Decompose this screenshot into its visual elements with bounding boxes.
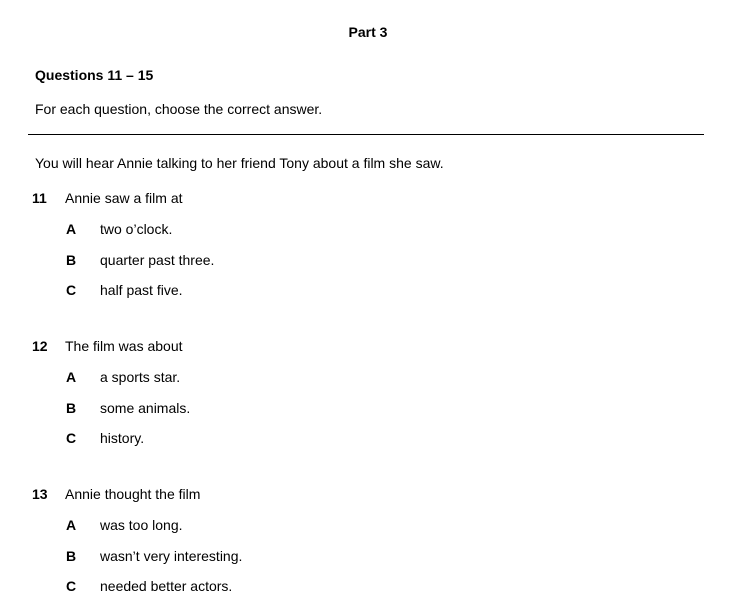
option-text: history. [100,430,145,446]
part-title: Part 3 [348,24,388,40]
option-letter: B [66,547,77,564]
option-list [32,367,712,448]
option-letter: A [66,517,77,533]
option-text: a sports star. [100,369,181,385]
questions-heading: Questions 11 – 15 [35,67,154,83]
option-letter: A [66,221,77,237]
option-letter: C [66,282,77,298]
option-letter: B [66,251,77,268]
option-text: quarter past three. [100,251,215,268]
question-13 [32,484,712,607]
intro-text: You will hear Annie talking to her friend Tony about a film she saw. [35,155,444,171]
option-text: half past five. [100,282,183,298]
option-text: was too long. [100,517,183,533]
section-divider [28,134,704,135]
option-list [32,515,712,596]
option-b[interactable] [32,398,712,418]
option-text: wasn’t very interesting. [100,547,243,564]
option-c[interactable] [32,280,712,300]
option-b[interactable] [32,250,712,270]
option-letter: C [66,430,77,446]
option-letter: A [66,369,77,385]
option-a[interactable] [32,219,712,239]
question-number: 11 [32,190,47,206]
question-number: 13 [32,486,48,502]
question-12 [32,336,712,459]
question-11 [32,188,712,311]
option-a[interactable] [32,515,712,535]
option-text: some animals. [100,399,191,416]
question-text: The film was about [65,338,183,354]
option-letter: C [66,578,77,594]
option-text: two o’clock. [100,221,173,237]
question-text: Annie thought the film [65,486,201,502]
option-list [32,219,712,300]
option-b[interactable] [32,546,712,566]
option-c[interactable] [32,576,712,596]
question-text: Annie saw a film at [65,190,183,206]
option-letter: B [66,399,77,416]
question-number: 12 [32,338,48,354]
question-stem [32,188,712,208]
option-a[interactable] [32,367,712,387]
question-stem [32,336,712,356]
option-text: needed better actors. [100,578,233,594]
question-stem [32,484,712,504]
instruction-text: For each question, choose the correct answer. [35,101,323,117]
option-c[interactable] [32,428,712,448]
